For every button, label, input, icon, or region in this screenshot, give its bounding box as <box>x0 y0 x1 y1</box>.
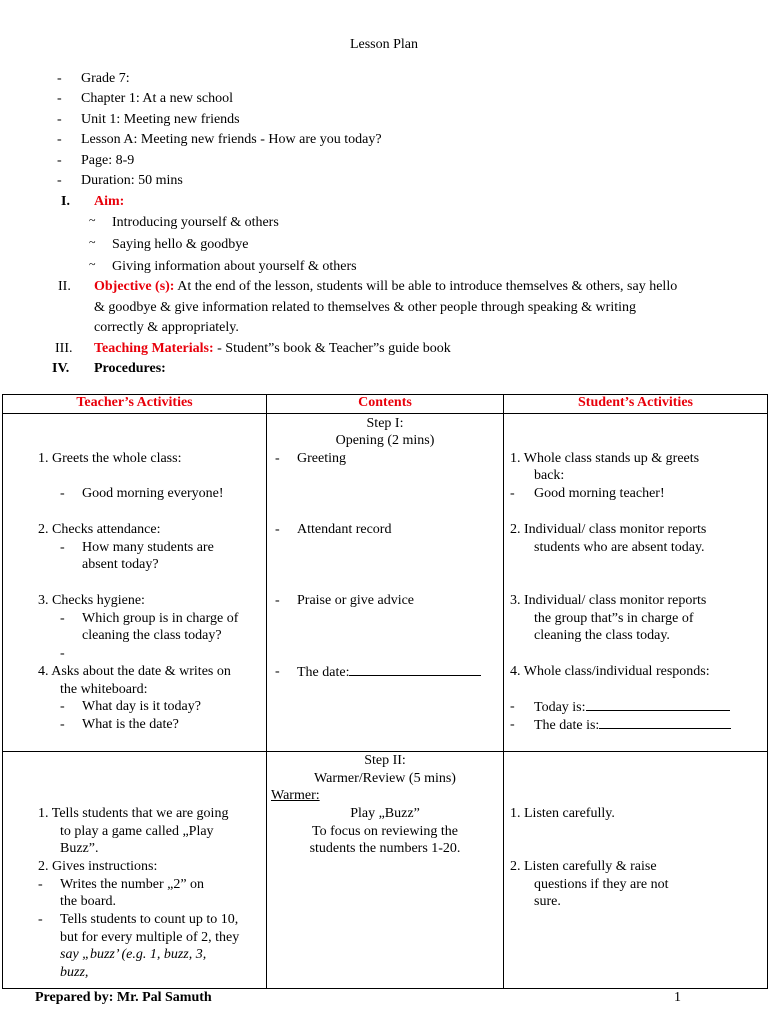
step2-teacher-2: 2. Gives instructions: <box>38 859 158 874</box>
date-blank-line <box>349 663 481 676</box>
step1-student-cell <box>504 414 768 752</box>
info-grade: Grade 7: <box>81 71 130 86</box>
prepared-by: Prepared by: Mr. Pal Samuth <box>35 990 212 1005</box>
bullet-dash: - <box>275 664 280 679</box>
step2-student-2c: sure. <box>534 894 561 909</box>
step1-teacher-2: 2. Checks attendance: <box>38 522 161 537</box>
bullet-dash: - <box>60 540 65 555</box>
step1-student-1b: back: <box>534 468 565 483</box>
objective-line2: & goodbye & give information related to themselves & other people through speaking & writing <box>94 300 636 315</box>
content-praise: Praise or give advice <box>297 593 415 608</box>
step2-teacher-3b: the board. <box>60 894 116 909</box>
step1-student-4a <box>534 698 730 716</box>
step2-teacher-1a: 1. Tells students that we are going <box>38 806 229 821</box>
step1-label: Step I: <box>366 416 404 431</box>
warmer-label: Warmer: <box>271 788 320 803</box>
header-contents: Contents <box>267 395 504 414</box>
step1-contents-cell <box>267 414 504 752</box>
bullet-dash: - <box>57 112 62 127</box>
bullet-dash: - <box>275 593 280 608</box>
bullet-dash: - <box>275 522 280 537</box>
objective-text: At the end of the lesson, students will be able to introduce themselves & others, say hello <box>177 279 678 294</box>
step2-name: Warmer/Review (5 mins) <box>314 771 456 786</box>
aim-numeral: I. <box>61 194 70 209</box>
bullet-dash: - <box>38 912 43 927</box>
info-chapter: Chapter 1: At a new school <box>81 91 234 106</box>
content-date-label: The date: <box>297 665 350 680</box>
bullet-dash: - <box>57 91 62 106</box>
aim-item: Giving information about yourself & others <box>112 259 357 274</box>
step2-contents-cell <box>267 752 504 989</box>
step1-teacher-4d: What is the date? <box>82 717 179 732</box>
info-duration: Duration: 50 mins <box>81 173 183 188</box>
step2-student-cell <box>504 752 768 989</box>
step1-student-1c: Good morning teacher! <box>534 486 665 501</box>
step1-teacher-3a1: Which group is in charge of <box>82 611 239 626</box>
step1-student-2b: students who are absent today. <box>534 540 705 555</box>
step1-teacher-4b: the whiteboard: <box>60 682 148 697</box>
content-date <box>297 663 481 681</box>
step1-teacher-3: 3. Checks hygiene: <box>38 593 145 608</box>
today-blank-line <box>586 698 730 711</box>
step1-teacher-cell <box>3 414 267 752</box>
step2-teacher-4d: buzz, <box>60 965 89 980</box>
step2-student-2a: 2. Listen carefully & raise <box>510 859 657 874</box>
bullet-dash: - <box>60 646 65 661</box>
bullet-dash: - <box>510 717 515 732</box>
step2-label: Step II: <box>364 753 406 768</box>
materials-line <box>94 341 451 357</box>
aim-label: Aim: <box>94 194 125 209</box>
bullet-dash: - <box>38 877 43 892</box>
bullet-dash: - <box>57 132 62 147</box>
bullet-dash: - <box>510 486 515 501</box>
bullet-dash: - <box>60 611 65 626</box>
objective-line1 <box>94 279 677 295</box>
focus-line1: To focus on reviewing the <box>312 824 458 839</box>
bullet-dash: - <box>57 153 62 168</box>
step2-teacher-4b: but for every multiple of 2, they <box>60 930 240 945</box>
step1-teacher-1: 1. Greets the whole class: <box>38 451 182 466</box>
focus-line2: students the numbers 1-20. <box>309 841 461 856</box>
materials-numeral: III. <box>55 341 73 356</box>
header-teacher: Teacher’s Activities <box>3 395 267 414</box>
date-is-blank-line <box>599 716 731 729</box>
bullet-dash: - <box>57 173 62 188</box>
info-unit: Unit 1: Meeting new friends <box>81 112 240 127</box>
step2-teacher-cell <box>3 752 267 989</box>
materials-text: - Student”s book & Teacher”s guide book <box>217 341 451 356</box>
step1-student-3a: 3. Individual/ class monitor reports <box>510 593 707 608</box>
materials-label: Teaching Materials: <box>94 341 214 356</box>
step2-teacher-4c: say „buzz’ (e.g. 1, buzz, 3, <box>60 947 207 962</box>
step1-teacher-3a2: cleaning the class today? <box>82 628 222 643</box>
step2-student-1: 1. Listen carefully. <box>510 806 615 821</box>
step2-teacher-1c: Buzz”. <box>60 841 99 856</box>
step1-student-3b: the group that”s in charge of <box>534 611 694 626</box>
step2-teacher-3a: Writes the number „2” on <box>60 877 205 892</box>
info-page: Page: 8-9 <box>81 153 135 168</box>
page-number: 1 <box>674 990 681 1005</box>
bullet-dash: - <box>60 486 65 501</box>
table-row-step1 <box>3 414 768 752</box>
table-header-row <box>3 395 768 414</box>
bullet-dash: - <box>510 699 515 714</box>
objective-label: Objective (s): <box>94 279 175 294</box>
step1-teacher-2a1: How many students are <box>82 540 214 555</box>
procedures-table <box>2 394 768 989</box>
bullet-dash: - <box>60 717 65 732</box>
step1-teacher-4c: What day is it today? <box>82 699 201 714</box>
bullet-dash: - <box>57 71 62 86</box>
step1-student-4: 4. Whole class/individual responds: <box>510 664 710 679</box>
aim-item: Saying hello & goodbye <box>112 237 249 252</box>
step1-student-1a: 1. Whole class stands up & greets <box>510 451 700 466</box>
tilde-bullet: ~ <box>89 235 96 249</box>
step1-student-4b <box>534 716 731 734</box>
bullet-dash: - <box>60 699 65 714</box>
page-title: Lesson Plan <box>349 37 419 52</box>
content-greeting: Greeting <box>297 451 346 466</box>
procedures-label: Procedures: <box>94 361 166 376</box>
content-attendance: Attendant record <box>297 522 392 537</box>
step1-teacher-2a2: absent today? <box>82 557 159 572</box>
tilde-bullet: ~ <box>89 257 96 271</box>
tilde-bullet: ~ <box>89 213 96 227</box>
step1-student-2a: 2. Individual/ class monitor reports <box>510 522 707 537</box>
step1-name: Opening (2 mins) <box>335 433 435 448</box>
aim-item: Introducing yourself & others <box>112 215 279 230</box>
objective-line3: correctly & appropriately. <box>94 320 239 335</box>
step1-teacher-1a: Good morning everyone! <box>82 486 224 501</box>
step2-teacher-1b: to play a game called „Play <box>60 824 214 839</box>
header-student: Student’s Activities <box>504 395 768 414</box>
procedures-numeral: IV. <box>52 361 70 376</box>
info-lesson: Lesson A: Meeting new friends - How are you today? <box>81 132 382 147</box>
step1-student-3c: cleaning the class today. <box>534 628 670 643</box>
step2-teacher-4a: Tells students to count up to 10, <box>60 912 239 927</box>
bullet-dash: - <box>275 451 280 466</box>
today-is-label: Today is: <box>534 700 586 715</box>
play-buzz: Play „Buzz” <box>350 806 420 821</box>
step2-student-2b: questions if they are not <box>534 877 669 892</box>
date-is-label: The date is: <box>534 718 600 733</box>
objective-numeral: II. <box>58 279 71 294</box>
step1-teacher-4a: 4. Asks about the date & writes on <box>38 664 231 679</box>
table-row-step2 <box>3 752 768 989</box>
